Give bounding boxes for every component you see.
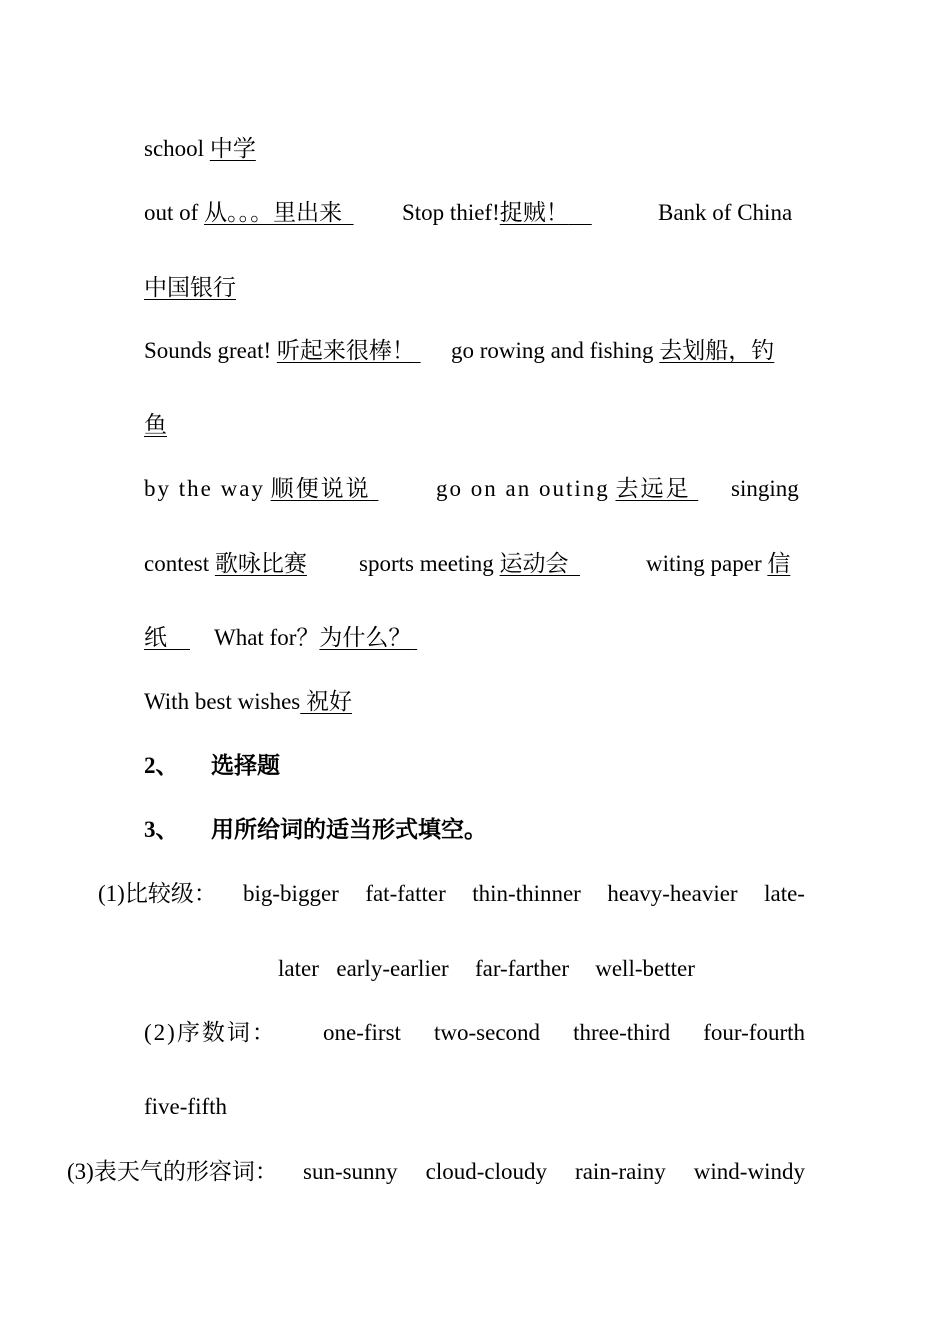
- vocab-best-wishes: [144, 687, 352, 717]
- term-en: What for？: [214, 625, 320, 650]
- vocab-singing: singing: [731, 476, 799, 501]
- vocab-sounds-great: [144, 336, 421, 366]
- word-pair: one-first: [323, 1020, 401, 1045]
- term-cn: 去划船，钓: [659, 338, 775, 363]
- word-pair: wind-windy: [693, 1159, 805, 1184]
- word-pair: later: [278, 956, 319, 981]
- term-en: contest: [144, 551, 210, 576]
- term-en: go on an outing: [436, 476, 610, 501]
- word-pair: two-second: [434, 1020, 541, 1045]
- term-en: by the way: [144, 476, 265, 501]
- word-pair: big-bigger: [243, 881, 339, 906]
- vocab-bank-en: Bank of China: [658, 200, 793, 225]
- term-cn: 为什么？: [319, 625, 412, 650]
- term-cn: 信: [767, 551, 791, 576]
- term-cn: 运动会: [499, 551, 569, 576]
- vocab-paper-cn-cont: [144, 623, 190, 653]
- word-pair: four-fourth: [703, 1020, 805, 1045]
- section-title: 用所给词的适当形式填空。: [211, 817, 487, 842]
- section-3-heading: [144, 815, 487, 845]
- vocab-outing: [436, 474, 698, 504]
- vocab-by-the-way: [144, 474, 378, 504]
- ordinal-line-2: five-fifth: [144, 1094, 228, 1119]
- word-pair: thin-thinner: [472, 881, 581, 906]
- ordinal-line-1: [323, 1018, 805, 1048]
- term-cn: 去远足: [615, 476, 691, 501]
- term-cn: 祝好: [305, 689, 352, 714]
- term-en: school: [144, 136, 205, 161]
- vocab-out-of: [144, 198, 354, 228]
- vocab-rowing-cn-cont: [144, 410, 167, 440]
- word-pair: well-better: [595, 956, 695, 981]
- word-pair: late-: [764, 881, 805, 906]
- term-cn: 顺便说说: [270, 476, 371, 501]
- vocab-contest: [144, 549, 307, 579]
- vocab-sports-meeting: [359, 549, 580, 579]
- word-pair: heavy-heavier: [607, 881, 738, 906]
- term-en: out of: [144, 200, 199, 225]
- word-pair: three-third: [573, 1020, 671, 1045]
- term-cn: 听起来很棒！: [276, 338, 415, 363]
- term-cn: 纸: [144, 625, 167, 650]
- ordinal-label: (2)序数词：: [144, 1020, 277, 1045]
- vocab-stop-thief: [402, 198, 592, 228]
- comparative-line-1: [243, 879, 805, 909]
- word-pair: far-farther: [474, 956, 569, 981]
- word-pair: cloud-cloudy: [425, 1159, 547, 1184]
- term-cn: 中国银行: [144, 275, 236, 300]
- section-number: 3、: [144, 817, 179, 842]
- word-pair: early-earlier: [336, 956, 449, 981]
- term-en: sports meeting: [359, 551, 494, 576]
- weather-line: [303, 1157, 805, 1187]
- term-cn: 从。。。里出来: [204, 200, 343, 225]
- section-2-heading: [144, 751, 280, 781]
- vocab-what-for: [214, 623, 417, 653]
- vocab-writing-paper: [646, 549, 790, 579]
- weather-label: (3)表天气的形容词：: [67, 1159, 278, 1184]
- section-title: 选择题: [211, 753, 280, 778]
- vocab-bank-cn: [144, 273, 236, 303]
- section-number: 2、: [144, 753, 179, 778]
- term-en: Stop thief!: [402, 200, 500, 225]
- word-pair: rain-rainy: [575, 1159, 666, 1184]
- term-cn: 中学: [209, 136, 256, 161]
- term-en: witing paper: [646, 551, 762, 576]
- word-pair: fat-fatter: [365, 881, 446, 906]
- term-cn: 鱼: [144, 412, 167, 437]
- term-en: go rowing and fishing: [451, 338, 654, 363]
- comparative-line-2: [278, 954, 695, 984]
- term-cn: 歌咏比赛: [214, 551, 307, 576]
- word-pair: sun-sunny: [303, 1159, 398, 1184]
- vocab-school: [144, 134, 256, 164]
- term-en: Sounds great!: [144, 338, 272, 363]
- comparative-label: (1)比较级：: [98, 881, 217, 906]
- vocab-rowing: [451, 336, 774, 366]
- term-cn: 捉贼！: [499, 200, 569, 225]
- term-en: With best wishes: [144, 689, 301, 714]
